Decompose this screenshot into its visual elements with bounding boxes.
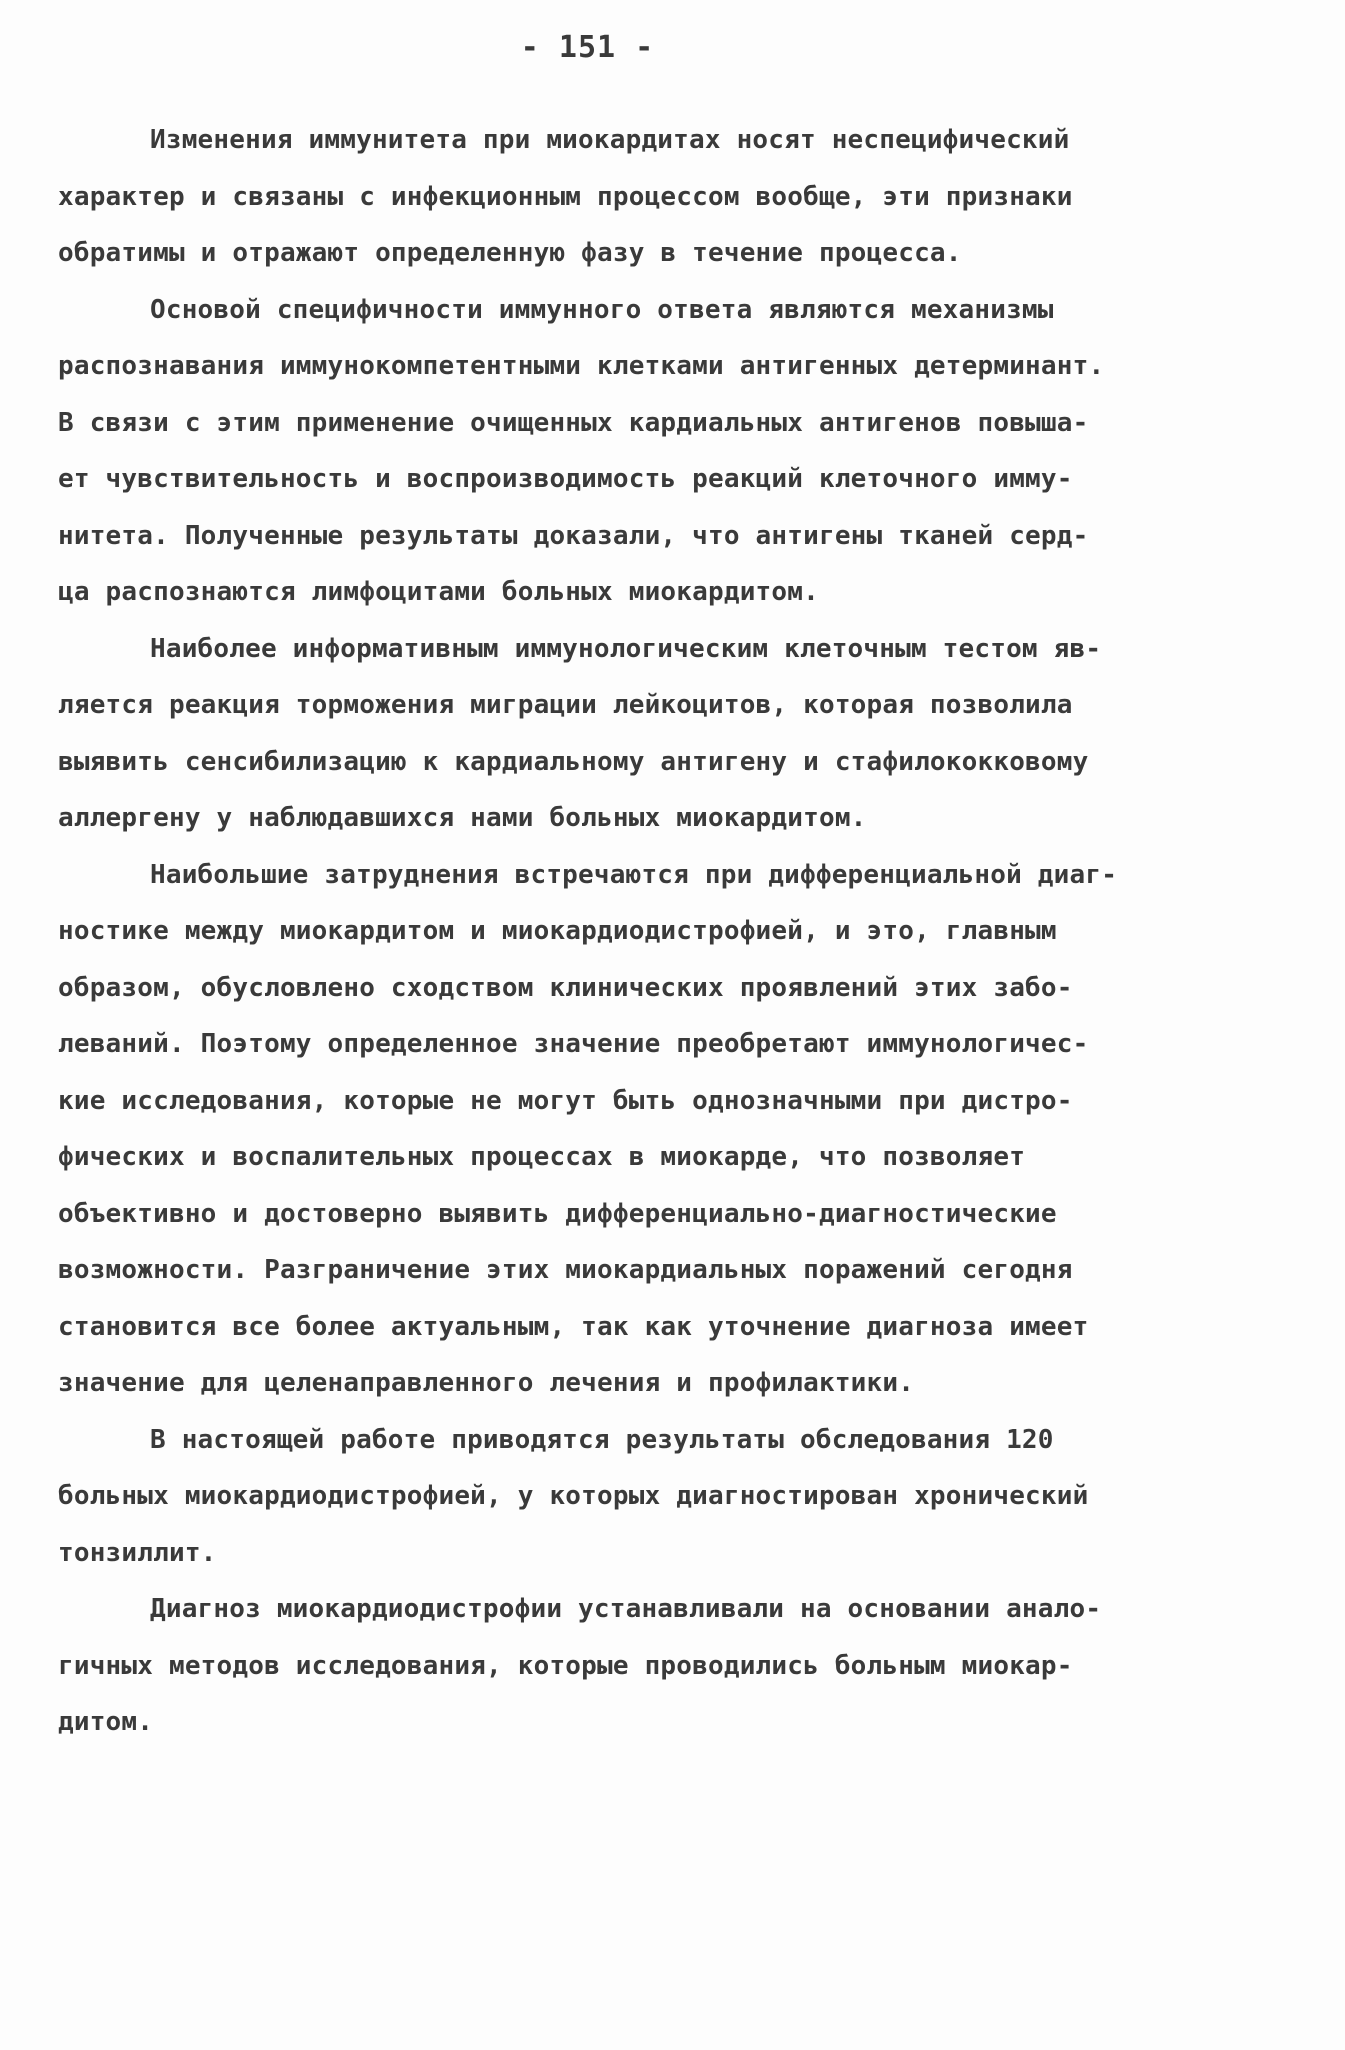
text-line: аллергену у наблюдавшихся нами больных миокардитом. — [58, 803, 867, 833]
paragraph — [58, 282, 1288, 621]
text-line: ностике между миокардитом и миокардиодистрофией, и это, главным — [58, 916, 1057, 946]
text-line: В настоящей работе приводятся результаты обследования 120 — [150, 1424, 1054, 1455]
text-line: больных миокардиодистрофией, у которых диагностирован хронический — [58, 1481, 1089, 1511]
paragraph — [58, 1581, 1288, 1751]
text-line: образом, обусловлено сходством клинических проявлений этих забо- — [58, 972, 1073, 1003]
page-number: - 151 - — [520, 30, 655, 65]
text-line: объективно и достоверно выявить дифференциально-диагностические — [58, 1198, 1057, 1229]
text-line: гичных методов исследования, которые проводились больным миокар- — [58, 1650, 1073, 1681]
text-line: Основой специфичности иммунного ответа являются механизмы — [150, 294, 1054, 325]
text-line: леваний. Поэтому определенное значение преобретают иммунологичес- — [58, 1029, 1089, 1059]
text-line: становится все более актуальным, так как уточнение диагноза имеет — [58, 1311, 1089, 1342]
text-line: характер и связаны с инфекционным процессом вообще, эти признаки — [58, 181, 1073, 212]
text-line: Наиболее информативным иммунологическим клеточным тестом яв- — [150, 633, 1102, 664]
text-line: Диагноз миокардиодистрофии устанавливали на основании анало- — [150, 1594, 1102, 1624]
text-line: возможности. Разграничение этих миокардиальных поражений сегодня — [58, 1255, 1073, 1285]
paragraph — [58, 621, 1288, 847]
text-line: распознавания иммунокомпетентными клетками антигенных детерминант. — [58, 351, 1105, 381]
paragraph — [58, 1412, 1288, 1582]
text-line: В связи с этим применение очищенных кардиальных антигенов повыша- — [58, 407, 1089, 438]
text-line: тонзиллит. — [58, 1537, 217, 1568]
text-line: ца распознаются лимфоцитами больных миокардитом. — [58, 577, 819, 607]
text-line: кие исследования, которые не могут быть однозначными при дистро- — [58, 1085, 1073, 1116]
text-line: дитом. — [58, 1707, 154, 1737]
body-text — [58, 112, 1288, 1751]
text-line: нитета. Полученные результаты доказали, что антигены тканей серд- — [58, 520, 1089, 551]
text-line: Наибольшие затруднения встречаются при дифференциальной диаг- — [150, 859, 1118, 890]
text-line: фических и воспалительных процессах в миокарде, что позволяет — [58, 1142, 1026, 1172]
text-line: выявить сенсибилизацию к кардиальному антигену и стафилококковому — [58, 746, 1089, 777]
text-line: значение для целенаправленного лечения и профилактики. — [58, 1368, 915, 1398]
paragraph — [58, 847, 1288, 1412]
paragraph — [58, 112, 1288, 282]
text-line: Изменения иммунитета при миокардитах носят неспецифический — [150, 125, 1070, 155]
text-line: ляется реакция торможения миграции лейкоцитов, которая позволила — [58, 690, 1073, 720]
text-line: ет чувствительность и воспроизводимость реакций клеточного иммy- — [58, 464, 1073, 494]
text-line: обратимы и отражают определенную фазу в течение процесса. — [58, 238, 962, 268]
